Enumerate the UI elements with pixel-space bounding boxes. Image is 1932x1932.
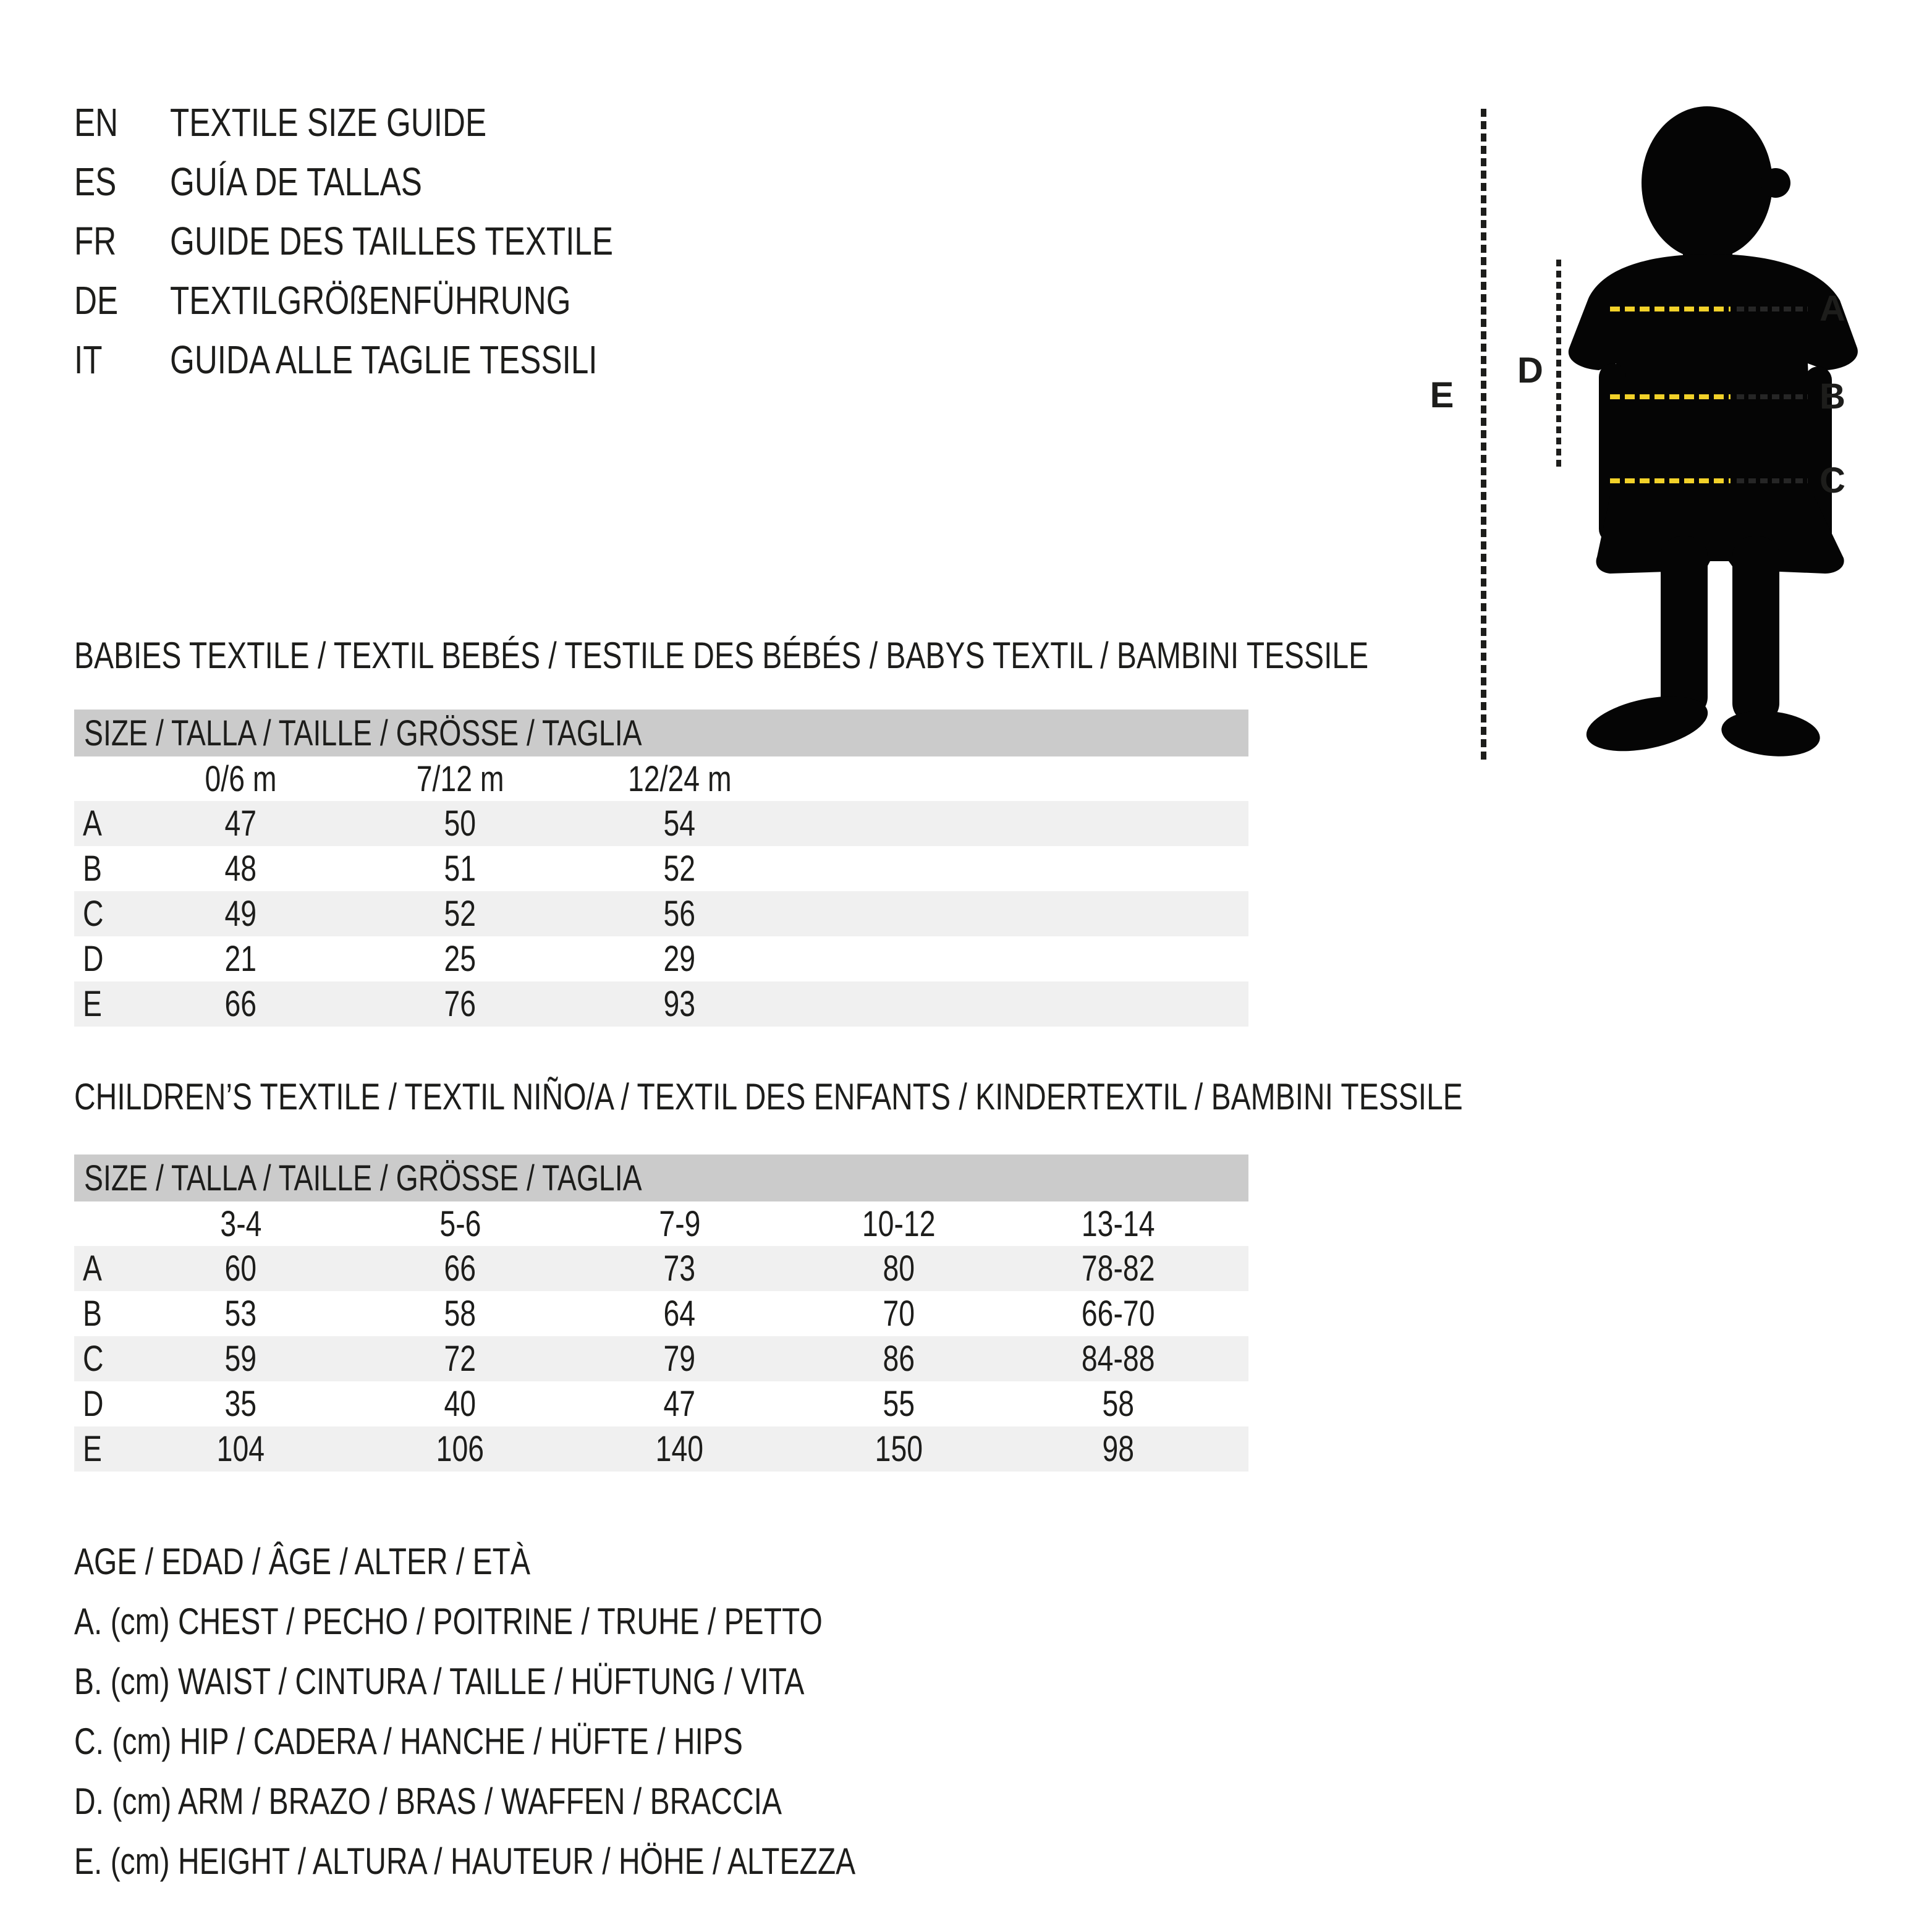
- table-cell: 52: [444, 894, 477, 934]
- row-label: E: [83, 984, 102, 1024]
- table-cell: 73: [663, 1248, 696, 1289]
- babies-size-header-text: SIZE / TALLA / TAILLE / GRÖSSE / TAGLIA: [84, 713, 642, 753]
- language-row-de: [74, 271, 724, 330]
- language-code: FR: [74, 219, 117, 263]
- table-cell: 53: [224, 1294, 257, 1334]
- table-row: [74, 1426, 1248, 1472]
- table-cell: 58: [1102, 1384, 1135, 1424]
- children-table-title-text: CHILDREN’S TEXTILE / TEXTIL NIÑO/A / TEXTIL DES ENFANTS / KINDERTEXTIL / BAMBINI TESSILE: [74, 1075, 1463, 1117]
- table-row: [74, 846, 1248, 891]
- table-cell: 47: [663, 1384, 696, 1424]
- table-cell: 55: [883, 1384, 915, 1424]
- table-cell: 54: [663, 803, 696, 844]
- measurement-legend: [74, 1532, 1051, 1891]
- row-label: C: [83, 1339, 104, 1379]
- row-label: A: [83, 1248, 102, 1289]
- table-cell: 25: [444, 939, 477, 979]
- chest-dash-dark: [1737, 307, 1808, 311]
- table-row: [74, 981, 1248, 1027]
- row-label: D: [83, 939, 104, 979]
- language-title: GUÍA DE TALLAS: [170, 159, 422, 204]
- table-cell: 140: [655, 1429, 704, 1469]
- table-cell: 84-88: [1082, 1339, 1155, 1379]
- language-code: DE: [74, 278, 119, 323]
- hip-dash-dark: [1737, 478, 1808, 483]
- waist-measure-line: [1610, 394, 1808, 399]
- children-column-headers: [74, 1201, 1248, 1246]
- table-cell: 79: [663, 1339, 696, 1379]
- table-cell: 86: [883, 1339, 915, 1379]
- table-cell: 70: [883, 1294, 915, 1334]
- table-cell: 21: [224, 939, 257, 979]
- column-header: 3-4: [219, 1203, 262, 1244]
- table-cell: 56: [663, 894, 696, 934]
- table-cell: 80: [883, 1248, 915, 1289]
- chest-dash-yellow: [1610, 307, 1731, 311]
- language-code: EN: [74, 100, 119, 145]
- waist-dash-dark: [1737, 394, 1808, 399]
- table-cell: 59: [224, 1339, 257, 1379]
- measure-label-b: B: [1820, 376, 1845, 417]
- table-row: [74, 801, 1248, 846]
- row-label: C: [83, 894, 104, 934]
- table-cell: 48: [224, 849, 257, 889]
- table-cell: 40: [444, 1384, 477, 1424]
- table-cell: 29: [663, 939, 696, 979]
- chest-measure-line: [1610, 307, 1808, 311]
- row-label: D: [83, 1384, 104, 1424]
- table-cell: 50: [444, 803, 477, 844]
- row-label: B: [83, 1294, 102, 1334]
- measure-label-a: A: [1820, 289, 1845, 329]
- column-header: 5-6: [439, 1203, 481, 1244]
- language-code: ES: [74, 159, 117, 204]
- table-cell: 49: [224, 894, 257, 934]
- language-row-fr: [74, 211, 724, 271]
- babies-column-headers: [74, 756, 1248, 801]
- language-row-it: [74, 330, 724, 389]
- table-cell: 72: [444, 1339, 477, 1379]
- legend-line-height: E. (cm) HEIGHT / ALTURA / HAUTEUR / HÖHE / ALTEZZA: [74, 1841, 856, 1882]
- table-row: [74, 891, 1248, 936]
- table-cell: 66: [224, 984, 257, 1024]
- language-title: TEXTILGRÖßENFÜHRUNG: [170, 278, 571, 323]
- table-cell: 52: [663, 849, 696, 889]
- legend-line-waist: B. (cm) WAIST / CINTURA / TAILLE / HÜFTUNG / VITA: [74, 1661, 805, 1702]
- table-cell: 47: [224, 803, 257, 844]
- measurement-figure: [1409, 74, 1932, 803]
- measure-label-e: E: [1430, 375, 1454, 415]
- table-row: [74, 1291, 1248, 1336]
- children-size-header: [74, 1155, 1248, 1201]
- row-label: A: [83, 803, 102, 844]
- column-header: 7-9: [658, 1203, 701, 1244]
- language-title-list: [74, 93, 724, 389]
- babies-table-rows: [74, 801, 1248, 1027]
- babies-table-title-text: BABIES TEXTILE / TEXTIL BEBÉS / TESTILE DES BÉBÉS / BABYS TEXTIL / BAMBINI TESSILE: [74, 634, 1369, 676]
- legend-line-chest: A. (cm) CHEST / PECHO / POITRINE / TRUHE / PETTO: [74, 1601, 823, 1642]
- table-cell: 66-70: [1082, 1294, 1155, 1334]
- language-title: GUIDA ALLE TAGLIE TESSILI: [170, 337, 598, 382]
- row-label: E: [83, 1429, 102, 1469]
- language-title: TEXTILE SIZE GUIDE: [170, 100, 487, 145]
- hip-measure-line: [1610, 478, 1808, 483]
- children-table-rows: [74, 1246, 1248, 1472]
- column-header: 0/6 m: [205, 758, 277, 799]
- table-row: [74, 936, 1248, 981]
- table-cell: 93: [663, 984, 696, 1024]
- children-size-header-text: SIZE / TALLA / TAILLE / GRÖSSE / TAGLIA: [84, 1158, 642, 1198]
- table-row: [74, 1381, 1248, 1426]
- table-cell: 150: [875, 1429, 923, 1469]
- legend-line-arm: D. (cm) ARM / BRAZO / BRAS / WAFFEN / BRACCIA: [74, 1781, 782, 1822]
- column-header: 10-12: [862, 1203, 936, 1244]
- language-title: GUIDE DES TAILLES TEXTILE: [170, 219, 614, 263]
- table-cell: 35: [224, 1384, 257, 1424]
- row-label: B: [83, 849, 102, 889]
- measure-label-c: C: [1820, 460, 1845, 501]
- waist-dash-yellow: [1610, 394, 1731, 399]
- column-header: 12/24 m: [627, 758, 732, 799]
- measure-label-d: D: [1517, 350, 1543, 391]
- table-cell: 104: [216, 1429, 265, 1469]
- table-cell: 66: [444, 1248, 477, 1289]
- table-cell: 58: [444, 1294, 477, 1334]
- table-cell: 60: [224, 1248, 257, 1289]
- table-cell: 76: [444, 984, 477, 1024]
- table-cell: 78-82: [1082, 1248, 1155, 1289]
- table-cell: 64: [663, 1294, 696, 1334]
- table-row: [74, 1336, 1248, 1381]
- legend-line-age: AGE / EDAD / ÂGE / ALTER / ETÀ: [74, 1541, 530, 1582]
- hip-dash-yellow: [1610, 478, 1731, 483]
- babies-table-title: [74, 635, 1692, 675]
- language-code: IT: [74, 337, 103, 382]
- babies-size-header: [74, 710, 1248, 756]
- column-header: 7/12 m: [416, 758, 504, 799]
- language-row-es: [74, 152, 724, 211]
- language-row-en: [74, 93, 724, 152]
- table-cell: 98: [1102, 1429, 1135, 1469]
- table-row: [74, 1246, 1248, 1291]
- table-cell: 51: [444, 849, 477, 889]
- legend-line-hip: C. (cm) HIP / CADERA / HANCHE / HÜFTE / HIPS: [74, 1721, 743, 1762]
- column-header: 13-14: [1082, 1203, 1155, 1244]
- children-table-title: [74, 1077, 1810, 1116]
- table-cell: 106: [436, 1429, 485, 1469]
